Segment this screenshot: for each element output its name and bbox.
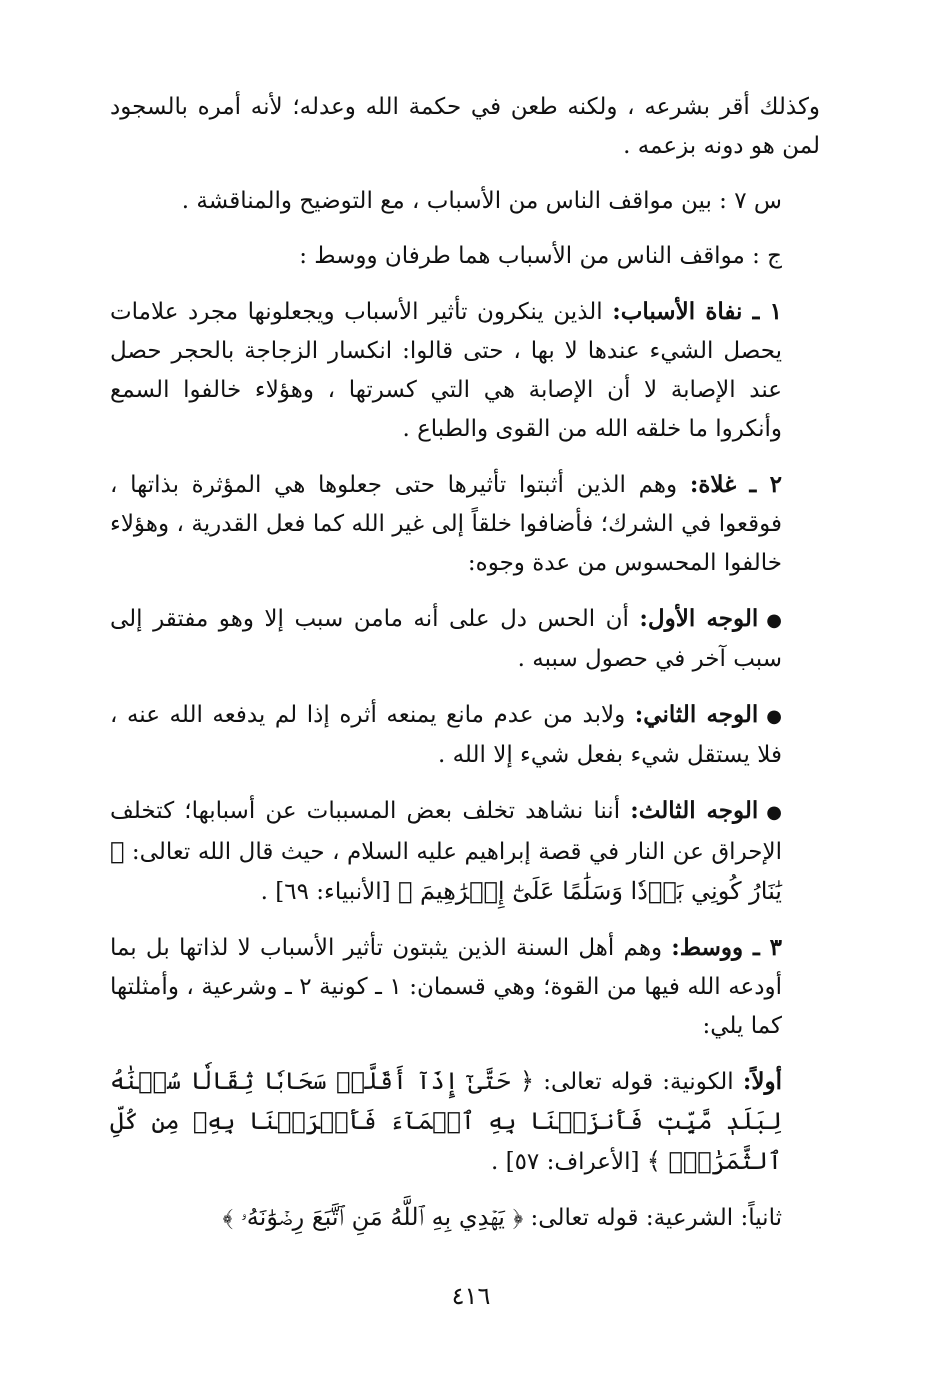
item-deniers-label: ١ ـ نفاة الأسباب: [612,298,782,325]
example-legal-text: الشرعية: قوله تعالى: [523,1205,741,1231]
quran-verse-maidah: ﴿ يَهۡدِي بِهِ ٱللَّهُ مَنِ ٱتَّبَعَ رِضۡوَٰنَهُۥ ﴾ [222,1203,524,1231]
face-first-text: أن الحس دل على أنه مامن سبب إلا وهو مفتقر إلى سبب آخر في حصول سببه . [110,606,782,672]
face-second [110,695,820,775]
quran-verse-araf: ﴿ حَتَّىٰٓ إِذَآ أَقَلَّتۡ سَحَابٗا ثِقَالٗا سُقۡنَٰهُ لِبَلَدٖ مَّيِّتٖ فَأَنزَلۡنَا بِهِ ٱلۡمَآءَ فَأَخۡرَجۡنَا بِهِۦ مِن كُلِّ ٱلثَّمَرَٰتِۚ ﴾ [110,1067,782,1175]
question-7 [110,182,820,221]
item-extremists-label: ٢ ـ غلاة: [689,471,783,498]
example-legal [110,1198,820,1238]
item-extremists-text: وهم الذين أثبتوا تأثيرها حتى جعلوها هي المؤثرة بذاتها ، فوقعوا في الشرك؛ فأضافوا خلقاً إلى غير الله كما فعل القدرية ، وهؤلاء خالفوا المحسوس من عدة وجوه: [110,472,782,576]
quran-verse-anbiya: ﴿ يَٰنَارُ كُونِي بَرۡدٗا وَسَلَٰمًا عَلَىٰٓ إِبۡرَٰهِيمَ ﴾ [110,837,782,905]
example-legal-label: ثانياً: [740,1205,782,1231]
item-deniers-of-causes [110,292,820,449]
item-middle-way [110,928,820,1046]
item-middle-label: ٣ ـ ووسط: [671,934,782,961]
page-number: ٤١٦ [451,1282,491,1310]
page-body [110,88,820,1254]
paragraph-intro [110,88,820,166]
bullet-icon: ● [766,706,783,727]
example-cosmic-text: الكونية: قوله تعالى: [534,1069,743,1095]
face-third [110,791,820,912]
item-extremists [110,465,820,583]
example-cosmic-citation: [الأعراف: ٥٧] . [490,1149,647,1175]
example-cosmic [110,1062,820,1182]
face-third-citation: [الأنبياء: ٦٩] . [260,879,398,905]
item-deniers-text: الذين ينكرون تأثير الأسباب ويجعلونها مجرد علامات يحصل الشيء عندها لا بها ، حتى قالوا: انكسار الزجاجة بالحجر حصل عند الإصابة لا أن الإصابة هي التي كسرتها ، وهؤلاء خالفوا السمع وأنكروا ما خلقه الله من القوى والطباع . [110,299,782,442]
question-7-text: س ٧ : بين مواقف الناس من الأسباب ، مع التوضيح والمناقشة . [181,188,782,214]
bullet-icon: ● [766,610,782,631]
paragraph-intro-text: وكذلك أقر بشرعه ، ولكنه طعن في حكمة الله وعدله؛ لأنه أمره بالسجود لمن هو دونه بزعمه . [110,94,820,159]
face-third-label: الوجه الثالث: [630,797,759,824]
face-second-text: ولابد من عدم مانع يمنعه أثره إذا لم يدفعه الله عنه ، فلا يستقل شيء بفعل شيء إلا الله . [110,702,782,768]
face-first [110,599,820,679]
example-cosmic-label: أولاً: [742,1068,782,1095]
answer-7 [110,237,820,276]
item-middle-text: وهم أهل السنة الذين يثبتون تأثير الأسباب لا لذاتها بل بما أودعه الله فيها من القوة؛ وهي قسمان: ١ ـ كونية ٢ ـ وشرعية ، وأمثلتها كما يلي: [110,935,782,1039]
bullet-icon: ● [766,802,783,823]
face-second-label: الوجه الثاني: [634,701,759,728]
face-first-label: الوجه الأول: [639,605,759,632]
face-third-text: أننا نشاهد تخلف بعض المسببات عن أسبابها؛ كتخلف الإحراق عن النار في قصة إبراهيم عليه السلام ، حيث قال الله تعالى: [110,798,782,865]
answer-7-text: ج : مواقف الناس من الأسباب هما طرفان ووسط : [299,243,782,269]
